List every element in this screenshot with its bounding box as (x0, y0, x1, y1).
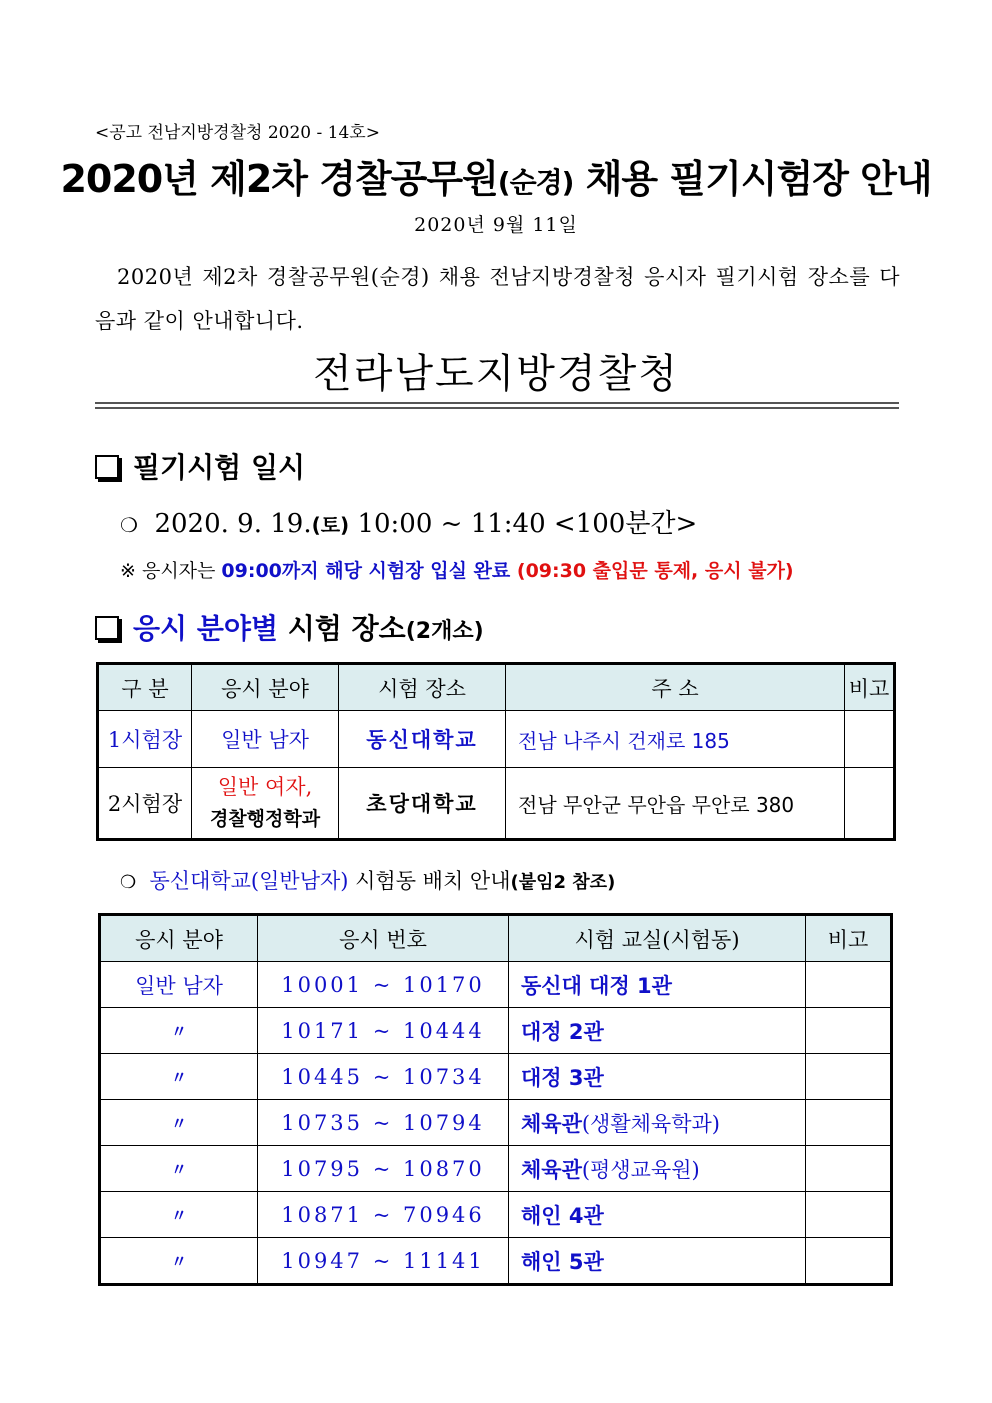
table-header-row (98, 664, 895, 711)
title-main: 2020년 제2차 경찰공무원 (60, 157, 498, 201)
subsection-rest: 시험동 배치 안내 (348, 869, 511, 893)
col-header: 응시 번호 (258, 915, 509, 962)
table-row (100, 1008, 892, 1054)
range-cell: 10171 ~ 10444 (258, 1008, 509, 1054)
field-cell: 〃 (100, 1192, 258, 1238)
room-name: 대정 3관 (521, 1065, 604, 1090)
note-cell (806, 1008, 892, 1054)
checkbox-square-icon (95, 455, 119, 479)
address-cell: 전남 무안군 무안읍 무안로 380 (506, 768, 845, 840)
field-line2: 경찰행정학과 (209, 808, 321, 830)
site-cell: 동신대학교 (339, 711, 506, 768)
col-header: 비고 (806, 915, 892, 962)
site-cell: 초당대학교 (339, 768, 506, 840)
subsection-heading (120, 865, 615, 895)
room-name: 동신대 대정 1관 (521, 973, 672, 998)
col-header: 시험 장소 (339, 664, 506, 711)
note-cell (806, 962, 892, 1008)
range-cell: 10947 ~ 11141 (258, 1238, 509, 1285)
note-cell (806, 1054, 892, 1100)
table-row (98, 711, 895, 768)
notice-number: <공고 전남지방경찰청 2020 - 14호> (95, 123, 380, 143)
exam-date: 2020. 9. 19. (154, 509, 312, 539)
bullet-circle-icon: ❍ (120, 513, 138, 537)
room-name: 대정 2관 (521, 1019, 604, 1044)
room-cell (509, 1008, 806, 1054)
room-cell (509, 1100, 806, 1146)
page-title (0, 148, 992, 203)
field-line1: 일반 여자, (217, 775, 313, 799)
note-cell (806, 1146, 892, 1192)
exam-day: (토) (311, 513, 350, 537)
col-header: 응시 분야 (100, 915, 258, 962)
title-paren: (순경) (497, 166, 574, 199)
subsection-paren: (붙임2 참조) (510, 872, 616, 893)
room-extra: (생활체육학과) (581, 1111, 720, 1136)
range-cell: 10445 ~ 10734 (258, 1054, 509, 1100)
range-cell: 10871 ~ 70946 (258, 1192, 509, 1238)
exam-time: 10:00 ~ 11:40 <100분간> (349, 509, 698, 539)
field-cell: 〃 (100, 1008, 258, 1054)
table-row (100, 1238, 892, 1285)
section1-heading: 필기시험 일시 (133, 451, 306, 484)
field-cell: 〃 (100, 1146, 258, 1192)
room-cell (509, 1146, 806, 1192)
table-row (100, 1146, 892, 1192)
title-tail: 채용 필기시험장 안내 (573, 157, 932, 201)
room-name: 해인 5관 (521, 1249, 604, 1274)
col-header: 주 소 (506, 664, 845, 711)
range-cell: 10735 ~ 10794 (258, 1100, 509, 1146)
note-cell (806, 1238, 892, 1285)
note-red: (09:30 출입문 통제, 응시 불가) (510, 560, 794, 582)
room-cell (509, 1054, 806, 1100)
room-cell (509, 1238, 806, 1285)
address-cell: 전남 나주시 건재로 185 (506, 711, 845, 768)
field-cell: 일반 남자 (192, 711, 339, 768)
field-cell: 〃 (100, 1238, 258, 1285)
note-cell (806, 1192, 892, 1238)
col-header: 시험 교실(시험동) (509, 915, 806, 962)
section2-heading-rest: 시험 장소 (278, 612, 406, 645)
checkbox-square-icon (95, 616, 119, 640)
section-heading-sites (95, 607, 484, 647)
note-blue: 09:00까지 해당 시험장 입실 완료 (221, 560, 511, 582)
col-header: 비고 (845, 664, 895, 711)
range-cell: 10795 ~ 10870 (258, 1146, 509, 1192)
note-cell (806, 1100, 892, 1146)
room-name: 해인 4관 (521, 1203, 604, 1228)
table-row (100, 1192, 892, 1238)
division-cell: 2시험장 (98, 768, 192, 840)
room-cell (509, 962, 806, 1008)
room-name: 체육관 (521, 1157, 582, 1182)
col-header: 구 분 (98, 664, 192, 711)
subsection-blue: 동신대학교(일반남자) (149, 869, 349, 893)
room-cell (509, 1192, 806, 1238)
section2-heading-blue: 응시 분야별 (133, 612, 278, 645)
note-cell (845, 768, 895, 840)
double-divider (95, 402, 899, 409)
division-cell: 1시험장 (98, 711, 192, 768)
room-name: 체육관 (521, 1111, 582, 1136)
table-row (100, 962, 892, 1008)
table-row (100, 1100, 892, 1146)
table-header-row (100, 915, 892, 962)
field-cell (192, 768, 339, 840)
bullet-circle-icon: ❍ (120, 872, 137, 893)
intro-paragraph: 2020년 제2차 경찰공무원(순경) 채용 전남지방경찰청 응시자 필기시험 장소를 다음과 같이 안내합니다. (95, 265, 900, 333)
field-cell: 〃 (100, 1054, 258, 1100)
section-heading-schedule (95, 446, 305, 486)
note-prefix: ※ 응시자는 (120, 560, 222, 582)
table-row (98, 768, 895, 840)
col-header: 응시 분야 (192, 664, 339, 711)
field-cell: 〃 (100, 1100, 258, 1146)
notice-date: 2020년 9월 11일 (414, 214, 578, 236)
agency-name: 전라남도지방경찰청 (313, 351, 679, 397)
field-cell: 일반 남자 (100, 962, 258, 1008)
entry-note (120, 556, 794, 583)
sites-table (96, 662, 896, 841)
range-cell: 10001 ~ 10170 (258, 962, 509, 1008)
section2-heading-paren: (2개소) (405, 619, 484, 644)
rooms-table (98, 913, 893, 1286)
note-cell (845, 711, 895, 768)
room-extra: (평생교육원) (581, 1157, 700, 1182)
exam-datetime (120, 503, 697, 540)
table-row (100, 1054, 892, 1100)
